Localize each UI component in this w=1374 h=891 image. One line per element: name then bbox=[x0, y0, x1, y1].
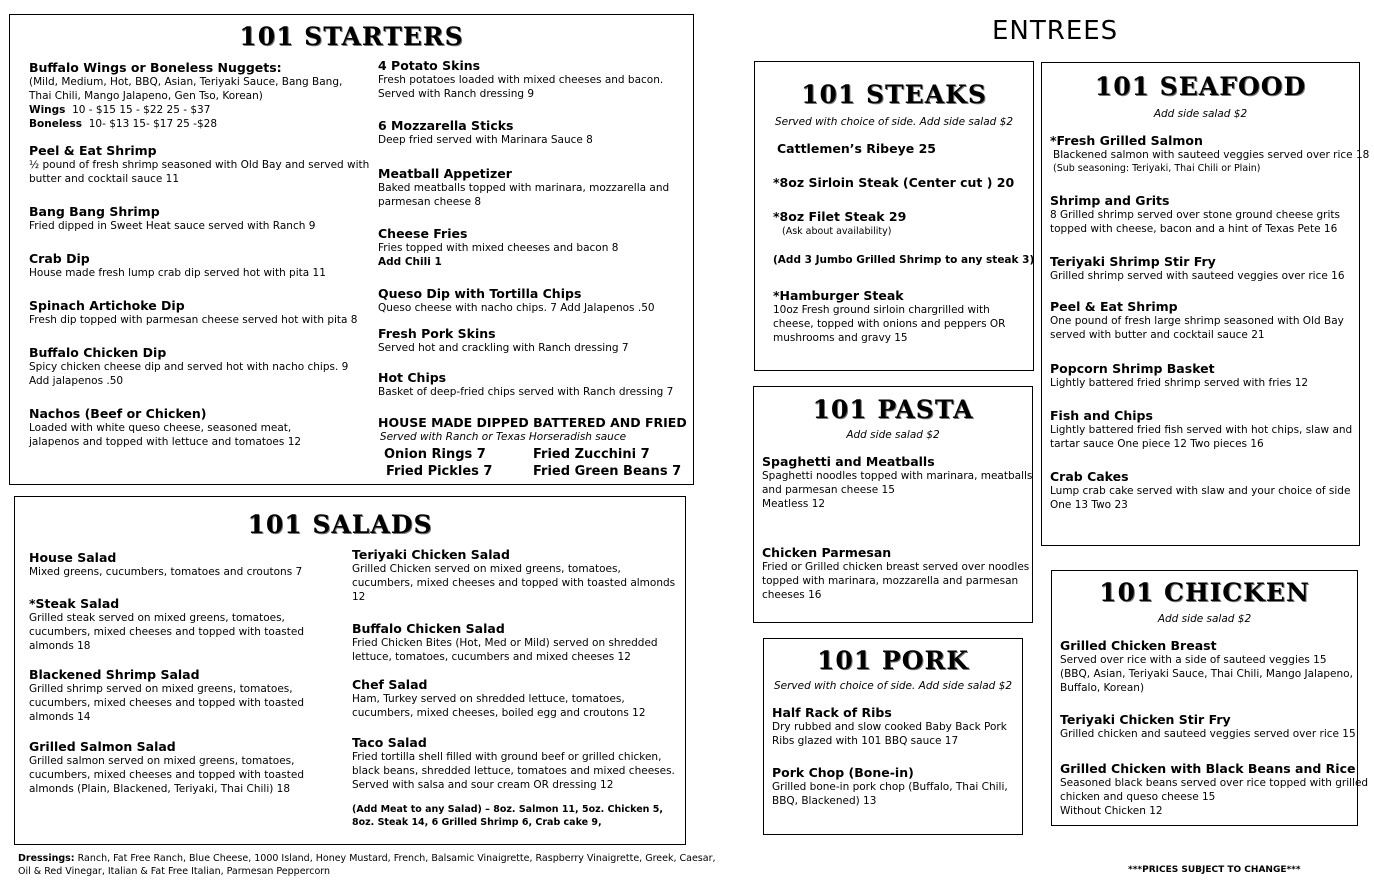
salad-steak bbox=[29, 596, 304, 653]
item-name: Crab Cakes bbox=[1050, 469, 1129, 484]
item-desc: 10oz Fresh ground sirloin chargrilled with bbox=[773, 304, 990, 316]
item-name: Queso Dip with Tortilla Chips bbox=[378, 286, 582, 301]
item-name: Teriyaki Chicken Salad bbox=[352, 547, 510, 562]
item-desc: cucumbers, mixed cheeses and topped with toasted bbox=[29, 697, 304, 709]
item-name: Blackened Shrimp Salad bbox=[29, 667, 200, 682]
menu-item-bcdip bbox=[29, 345, 348, 388]
item-desc: cucumbers, mixed cheeses and topped with toasted bbox=[29, 769, 304, 781]
item-name: Cheese Fries bbox=[378, 226, 468, 241]
item-desc: Lightly battered fried shrimp served with fries 12 bbox=[1050, 377, 1309, 389]
item-name: Spaghetti and Meatballs bbox=[762, 454, 935, 469]
battered-section bbox=[378, 415, 688, 444]
item-desc: 12 bbox=[352, 591, 366, 603]
item-name: Buffalo Wings or Boneless Nuggets: bbox=[29, 60, 282, 75]
salad-taco bbox=[352, 735, 675, 792]
item-desc: Blackened salmon with sauteed veggies served over rice 18 bbox=[1053, 149, 1370, 161]
item-desc: 8 Grilled shrimp served over stone ground cheese grits bbox=[1050, 209, 1341, 221]
item-name: Half Rack of Ribs bbox=[772, 705, 892, 720]
item-desc: almonds 18 bbox=[29, 640, 91, 652]
item-name: Nachos (Beef or Chicken) bbox=[29, 406, 207, 421]
menu-item-crab-dip bbox=[29, 251, 326, 280]
item-desc: Served hot and crackling with Ranch dressing 7 bbox=[378, 342, 629, 354]
item-name: Buffalo Chicken Dip bbox=[29, 345, 167, 360]
chicken-breast bbox=[1060, 638, 1353, 695]
item-name: Teriyaki Chicken Stir Fry bbox=[1060, 712, 1231, 727]
item-name: *Fresh Grilled Salmon bbox=[1050, 133, 1203, 148]
item-desc: topped with marinara, mozzarella and parmesan bbox=[762, 575, 1019, 587]
item-name: Grilled Salmon Salad bbox=[29, 739, 176, 754]
item-desc: Grilled shrimp served on mixed greens, tomatoes, bbox=[29, 683, 293, 695]
item-desc: cucumbers, mixed cheeses and topped with toasted almonds bbox=[352, 577, 676, 589]
item-desc: Mixed greens, cucumbers, tomatoes and croutons 7 bbox=[29, 566, 303, 578]
item-name: Taco Salad bbox=[352, 735, 427, 750]
item-desc: Lightly battered fried fish served with hot chips, slaw and bbox=[1050, 424, 1353, 436]
menu-item-pork-skins bbox=[378, 326, 629, 355]
seafood-grits bbox=[1050, 193, 1340, 236]
seafood-peel bbox=[1050, 299, 1344, 342]
item-desc: cucumbers, mixed cheeses, boiled egg and croutons 12 bbox=[352, 707, 646, 719]
steak-sirloin: *8oz Sirloin Steak (Center cut ) 20 bbox=[773, 175, 1015, 190]
item-desc: Basket of deep-fried chips served with Ranch dressing 7 bbox=[378, 386, 674, 398]
item-name: Grilled Chicken Breast bbox=[1060, 638, 1217, 653]
menu-item-potato bbox=[378, 58, 663, 101]
item-desc: black beans, shredded lettuce, tomatoes and mixed cheeses. bbox=[352, 765, 675, 777]
item-desc: served with butter and cocktail sauce 21 bbox=[1050, 329, 1265, 341]
item-desc: Ham, Turkey served on shredded lettuce, tomatoes, bbox=[352, 693, 625, 705]
item-desc: Fresh potatoes loaded with mixed cheeses and bacon. bbox=[378, 74, 664, 86]
item-desc: cucumbers, mixed cheeses and topped with toasted bbox=[29, 626, 304, 638]
item-desc: Grilled shrimp served with sauteed veggies over rice 16 bbox=[1050, 270, 1345, 282]
item-desc: One 13 Two 23 bbox=[1050, 499, 1128, 511]
menu-item-nachos bbox=[29, 406, 301, 449]
item-desc: mushrooms and gravy 15 bbox=[773, 332, 908, 344]
salad-blackened bbox=[29, 667, 304, 724]
item-desc: topped with cheese, bacon and a hint of Texas Pete 16 bbox=[1050, 223, 1338, 235]
item-desc: parmesan cheese 8 bbox=[378, 196, 482, 208]
item-desc: Seasoned black beans served over rice topped with grilled bbox=[1060, 777, 1369, 789]
item-name: Teriyaki Shrimp Stir Fry bbox=[1050, 254, 1216, 269]
item-name: Buffalo Chicken Salad bbox=[352, 621, 505, 636]
item-desc: almonds 14 bbox=[29, 711, 91, 723]
salad-chef bbox=[352, 677, 646, 720]
item-name: Peel & Eat Shrimp bbox=[1050, 299, 1178, 314]
seafood-fish bbox=[1050, 408, 1352, 451]
menu-item-peel bbox=[29, 143, 369, 186]
pork-subtitle: Served with choice of side. Add side salad $2 bbox=[773, 680, 1013, 692]
item-name: Spinach Artichoke Dip bbox=[29, 298, 185, 313]
item-name: 6 Mozzarella Sticks bbox=[378, 118, 514, 133]
entrees-title: ENTREES bbox=[992, 16, 1119, 46]
salad-buffalo bbox=[352, 621, 658, 664]
item-desc: Served with Ranch dressing 9 bbox=[378, 88, 535, 100]
item-desc: Lump crab cake served with slaw and your choice of side bbox=[1050, 485, 1351, 497]
item-desc: Fried or Grilled chicken breast served over noodles bbox=[762, 561, 1030, 573]
chicken-title: 101 CHICKEN bbox=[1099, 578, 1310, 607]
item-desc: lettuce, tomatoes, cucumbers and mixed cheeses 12 bbox=[352, 651, 631, 663]
battered-onion: Onion Rings 7 bbox=[384, 447, 486, 462]
item-name: HOUSE MADE DIPPED BATTERED AND FRIED bbox=[378, 415, 687, 430]
menu-item-hot-chips bbox=[378, 370, 673, 399]
salad-salmon bbox=[29, 739, 304, 796]
item-desc: Fresh dip topped with parmesan cheese served hot with pita 8 bbox=[29, 314, 358, 326]
battered-zucchini: Fried Zucchini 7 bbox=[533, 447, 650, 462]
item-name: *Hamburger Steak bbox=[773, 288, 904, 303]
item-name: Grilled Chicken with Black Beans and Rice bbox=[1060, 761, 1356, 776]
item-desc: Fried tortilla shell filled with ground beef or grilled chicken, bbox=[352, 751, 662, 763]
seafood-popcorn bbox=[1050, 361, 1308, 390]
item-desc: chicken and queso cheese 15 bbox=[1060, 791, 1216, 803]
item-name: Shrimp and Grits bbox=[1050, 193, 1170, 208]
item-desc: (Sub seasoning: Teriyaki, Thai Chili or Plain) bbox=[1053, 163, 1261, 174]
item-desc: Add jalapenos .50 bbox=[29, 375, 124, 387]
item-desc: (Mild, Medium, Hot, BBQ, Asian, Teriyaki Sauce, Bang Bang, bbox=[29, 76, 343, 88]
item-desc: ½ pound of fresh shrimp seasoned with Old Bay and served with bbox=[29, 159, 370, 171]
pork-title: 101 PORK bbox=[817, 646, 969, 675]
item-desc: BBQ, Blackened) 13 bbox=[772, 795, 877, 807]
steaks-title: 101 STEAKS bbox=[801, 80, 987, 109]
boneless-prices: 10- $13 15- $17 25 -$28 bbox=[88, 118, 217, 130]
steaks-subtitle: Served with choice of side. Add side salad $2 bbox=[774, 116, 1014, 128]
item-desc: Dry rubbed and slow cooked Baby Back Pork bbox=[772, 721, 1007, 733]
seafood-crab bbox=[1050, 469, 1350, 512]
item-name: Chicken Parmesan bbox=[762, 545, 892, 560]
item-desc: Add Chili 1 bbox=[378, 256, 442, 268]
seafood-subtitle: Add side salad $2 bbox=[1153, 108, 1248, 120]
steak-filet: *8oz Filet Steak 29 bbox=[773, 209, 907, 224]
item-desc: Without Chicken 12 bbox=[1060, 805, 1163, 817]
chicken-stirfry bbox=[1060, 712, 1356, 741]
item-name: Bang Bang Shrimp bbox=[29, 204, 160, 219]
item-desc: One pound of fresh large shrimp seasoned with Old Bay bbox=[1050, 315, 1344, 327]
item-name: Popcorn Shrimp Basket bbox=[1050, 361, 1215, 376]
item-desc: almonds (Plain, Blackened, Teriyaki, Thai Chili) 18 bbox=[29, 783, 291, 795]
item-desc: (BBQ, Asian, Teriyaki Sauce, Thai Chili, Mango Jalapeno, bbox=[1060, 668, 1353, 680]
add-meat-note bbox=[352, 803, 663, 829]
item-desc: Loaded with white queso cheese, seasoned meat, bbox=[29, 422, 292, 434]
pasta-parmesan bbox=[762, 545, 1029, 602]
menu-item-wings bbox=[29, 60, 342, 131]
starters-title: 101 STARTERS bbox=[239, 22, 464, 51]
item-desc: Grilled chicken and sauteed veggies served over rice 15 bbox=[1060, 728, 1356, 740]
item-desc: Meatless 12 bbox=[762, 498, 826, 510]
item-name: Peel & Eat Shrimp bbox=[29, 143, 157, 158]
chicken-beans bbox=[1060, 761, 1368, 818]
battered-pickles: Fried Pickles 7 bbox=[386, 464, 493, 479]
item-desc: House made fresh lump crab dip served hot with pita 11 bbox=[29, 267, 326, 279]
battered-green-beans: Fried Green Beans 7 bbox=[533, 464, 682, 479]
item-desc: Served over rice with a side of sauteed veggies 15 bbox=[1060, 654, 1327, 666]
item-desc: Fried dipped in Sweet Heat sauce served with Ranch 9 bbox=[29, 220, 316, 232]
dressings-line2: Oil & Red Vinegar, Italian & Fat Free Italian, Parmesan Peppercorn bbox=[18, 866, 331, 877]
menu-item-bangbang bbox=[29, 204, 315, 233]
boneless-label: Boneless bbox=[29, 118, 83, 130]
pasta-spaghetti bbox=[762, 454, 1032, 511]
add-meat-line2: 8oz. Steak 14, 6 Grilled Shrimp 6, Crab cake 9, bbox=[352, 817, 602, 828]
item-name: *Steak Salad bbox=[29, 596, 120, 611]
item-desc: Spaghetti noodles topped with marinara, meatballs bbox=[762, 470, 1033, 482]
item-desc: Ribs glazed with 101 BBQ sauce 17 bbox=[772, 735, 959, 747]
pasta-subtitle: Add side salad $2 bbox=[846, 429, 940, 441]
item-name: House Salad bbox=[29, 550, 117, 565]
item-desc: Thai Chili, Mango Jalapeno, Gen Tso, Korean) bbox=[29, 90, 263, 102]
item-desc: Grilled bone-in pork chop (Buffalo, Thai Chili, bbox=[772, 781, 1008, 793]
steak-add-shrimp: (Add 3 Jumbo Grilled Shrimp to any steak 3) bbox=[773, 254, 1035, 266]
wings-prices: 10 - $15 15 - $22 25 - $37 bbox=[72, 104, 211, 116]
seafood-salmon bbox=[1050, 133, 1369, 175]
item-desc: Buffalo, Korean) bbox=[1060, 682, 1145, 694]
salad-teriyaki bbox=[352, 547, 675, 604]
pork-ribs bbox=[772, 705, 1007, 748]
item-desc: Grilled salmon served on mixed greens, tomatoes, bbox=[29, 755, 295, 767]
salad-house bbox=[29, 550, 302, 579]
item-desc: butter and cocktail sauce 11 bbox=[29, 173, 180, 185]
item-desc: tartar sauce One piece 12 Two pieces 16 bbox=[1050, 438, 1264, 450]
chicken-subtitle: Add side salad $2 bbox=[1157, 613, 1252, 625]
item-name: Fresh Pork Skins bbox=[378, 326, 496, 341]
item-desc: Grilled steak served on mixed greens, tomatoes, bbox=[29, 612, 285, 624]
pasta-title: 101 PASTA bbox=[812, 395, 974, 424]
dressings-line1: Ranch, Fat Free Ranch, Blue Cheese, 1000 Island, Honey Mustard, French, Balsamic Vinaigrette, Raspberry Vinaigrette, Greek, Caesar, bbox=[77, 853, 716, 864]
wings-label: Wings bbox=[29, 104, 66, 116]
item-desc: Served with salsa and sour cream OR dressing 12 bbox=[352, 779, 614, 791]
battered-note: Served with Ranch or Texas Horseradish sauce bbox=[379, 431, 627, 443]
menu-item-meatball bbox=[378, 166, 669, 209]
menu-item-queso bbox=[378, 286, 655, 315]
item-desc: Deep fried served with Marinara Sauce 8 bbox=[378, 134, 593, 146]
pork-chop bbox=[772, 765, 1008, 808]
seafood-stirfry bbox=[1050, 254, 1345, 283]
prices-note: ***PRICES SUBJECT TO CHANGE*** bbox=[1128, 865, 1301, 875]
item-desc: jalapenos and topped with lettuce and tomatoes 12 bbox=[29, 436, 302, 448]
menu-item-spinach bbox=[29, 298, 357, 327]
steak-filet-note: (Ask about availability) bbox=[782, 226, 892, 237]
seafood-title: 101 SEAFOOD bbox=[1094, 72, 1307, 101]
steak-hamburger bbox=[773, 288, 1005, 345]
menu-item-cheese-fries bbox=[378, 226, 618, 269]
item-name: Fish and Chips bbox=[1050, 408, 1153, 423]
item-desc: cheeses 16 bbox=[762, 589, 822, 601]
item-desc: Baked meatballs topped with marinara, mozzarella and bbox=[378, 182, 670, 194]
dressings-label: Dressings: bbox=[18, 853, 75, 864]
item-desc: cheese, topped with onions and peppers OR bbox=[773, 318, 1006, 330]
item-name: Hot Chips bbox=[378, 370, 447, 385]
dressings-note bbox=[18, 852, 716, 878]
item-name: Crab Dip bbox=[29, 251, 90, 266]
item-desc: and parmesan cheese 15 bbox=[762, 484, 895, 496]
salads-title: 101 SALADS bbox=[247, 510, 433, 539]
item-name: 4 Potato Skins bbox=[378, 58, 481, 73]
item-desc: Fried Chicken Bites (Hot, Med or Mild) served on shredded bbox=[352, 637, 658, 649]
menu-item-mozz bbox=[378, 118, 593, 147]
item-desc: Spicy chicken cheese dip and served hot with nacho chips. 9 bbox=[29, 361, 349, 373]
add-meat-line1: (Add Meat to any Salad) – 8oz. Salmon 11, 5oz. Chicken 5, bbox=[352, 804, 663, 815]
item-name: Meatball Appetizer bbox=[378, 166, 512, 181]
item-desc: Grilled Chicken served on mixed greens, tomatoes, bbox=[352, 563, 621, 575]
steak-ribeye: Cattlemen’s Ribeye 25 bbox=[777, 141, 936, 156]
item-name: Chef Salad bbox=[352, 677, 428, 692]
item-desc: Fries topped with mixed cheeses and bacon 8 bbox=[378, 242, 619, 254]
item-desc: Queso cheese with nacho chips. 7 Add Jalapenos .50 bbox=[378, 302, 655, 314]
item-name: Pork Chop (Bone-in) bbox=[772, 765, 914, 780]
